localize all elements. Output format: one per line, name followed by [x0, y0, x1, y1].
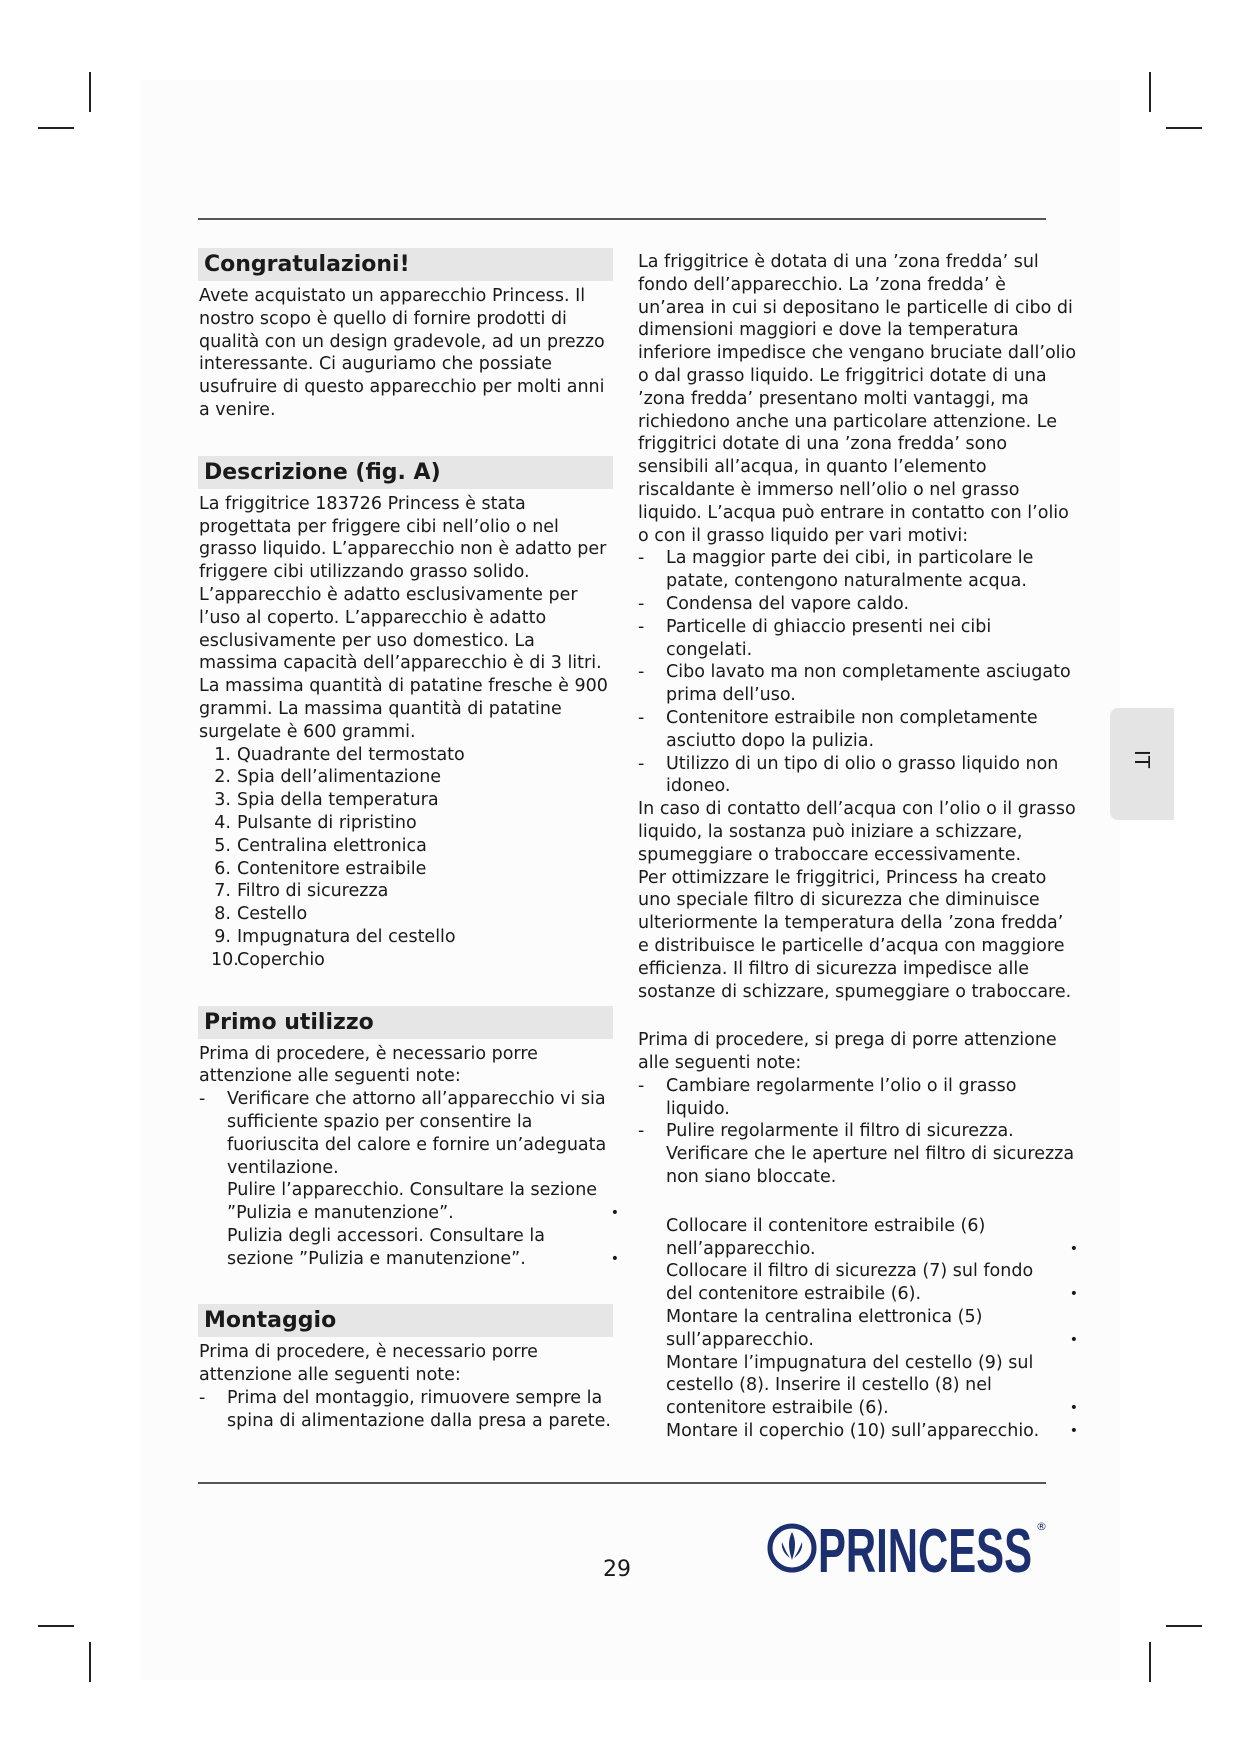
- right-column: [638, 251, 1078, 1443]
- list-item: 4. Pulsante di ripristino: [214, 812, 417, 833]
- note-item: - Cambiare regolarmente l’olio o il grasso liquido.: [638, 1075, 1078, 1121]
- list-item: 6. Contenitore estraibile: [214, 858, 427, 879]
- water-cause-item: - La maggior parte dei cibi, in particolare le patate, contengono naturalmente acqua.: [638, 547, 1078, 593]
- first-use-bullet: Pulire l’apparecchio. Consultare la sezione ”Pulizia e manutenzione”. •: [227, 1180, 619, 1224]
- top-rule: [198, 218, 1046, 220]
- list-item: 10.Coperchio: [211, 949, 325, 970]
- filter-text: Per ottimizzare le friggitrici, Princess ha creato uno speciale filtro di sicurezza che diminuisce ulteriormente la temperatura della ’zona fredda’ e distribuisce le particelle d’acqua con maggiore efficienza. Il filtro di sicurezza impedisce alle sostanze di schizzare, spumeggiare o traboccare.: [638, 867, 1072, 1002]
- language-tab-label: IT: [1130, 750, 1154, 769]
- assembly-step: Montare la centralina elettronica (5) sull’apparecchio. •: [666, 1307, 1078, 1350]
- notes-intro: Prima di procedere, si prega di porre attenzione alle seguenti note:: [638, 1030, 1057, 1074]
- assembly-heading: Montaggio: [198, 1304, 613, 1337]
- language-tab: [1110, 708, 1174, 820]
- list-item: 1. Quadrante del termostato: [214, 744, 465, 765]
- water-effect-text: In caso di contatto dell’acqua con l’olio o il grasso liquido, la sostanza può iniziare a schizzare, spumeggiare o traboccare eccessivamente.: [638, 799, 1076, 865]
- left-column: [199, 248, 619, 1433]
- brand-wordmark: PRINCESS: [818, 1517, 1032, 1586]
- parts-list: [199, 744, 619, 972]
- list-item: 7. Filtro di sicurezza: [214, 881, 389, 902]
- assembly-step: Montare l’impugnatura del cestello (9) sul cestello (8). Inserire il cestello (8) nel contenitore estraibile (6). •: [666, 1352, 1078, 1419]
- crop-mark-top-left-h: [38, 127, 74, 129]
- congrats-text: Avete acquistato un apparecchio Princess. Il nostro scopo è quello di fornire prodotti di qualità con un design gradevole, ad un prezzo interessante. Ci auguriamo che possiate usufruire di questo apparecchio per molti anni a venire.: [199, 286, 605, 420]
- princess-logo: [762, 1508, 1052, 1588]
- assembly-dash-item: - Prima del montaggio, rimuovere sempre la spina di alimentazione dalla presa a parete.: [199, 1387, 619, 1433]
- first-use-intro: Prima di procedere, è necessario porre attenzione alle seguenti note:: [199, 1043, 538, 1087]
- assembly-step: Collocare il contenitore estraibile (6) nell’apparecchio. •: [666, 1215, 1078, 1259]
- cold-zone-text: La friggitrice è dotata di una ’zona fredda’ sul fondo dell’apparecchio. La ’zona fredda’ è un’area in cui si depositano le particelle di cibo di dimensioni maggiori e dove la temperatura inferiore impedisce che vengano bruciate dall’olio o dal grasso liquido. Le friggitrici dotate di una ’zona fredda’ presentano molti vantaggi, ma richiedono anche una particolare attenzione. Le friggitrici dotate di una ’zona fredda’ sono sensibili all’acqua, in quanto l’elemento riscaldante è immerso nell’olio o nel grasso liquido. L’acqua può entrare in contatto con l’olio o con il grasso liquido per vari motivi:: [638, 252, 1077, 546]
- list-item: 8. Cestello: [214, 904, 308, 925]
- list-item: 5. Centralina elettronica: [214, 835, 427, 856]
- assembly-step: Montare il coperchio (10) sull’apparecchio. •: [666, 1421, 1078, 1442]
- water-cause-item: - Contenitore estraibile non completamente asciutto dopo la pulizia.: [638, 707, 1078, 753]
- page-number: 29: [603, 1557, 631, 1582]
- crop-mark-bottom-right-v: [1149, 1642, 1151, 1682]
- note-item: - Pulire regolarmente il filtro di sicurezza. Verificare che le aperture nel filtro di sicurezza non siano bloccate.: [638, 1120, 1078, 1188]
- description-heading: Descrizione (fig. A): [198, 456, 613, 489]
- crop-mark-top-right-v: [1149, 72, 1151, 112]
- first-use-bullet: Pulizia degli accessori. Consultare la sezione ”Pulizia e manutenzione”. •: [227, 1225, 619, 1269]
- bottom-rule: [198, 1482, 1046, 1484]
- water-cause-item: - Utilizzo di un tipo di olio o grasso liquido non idoneo.: [638, 753, 1078, 799]
- assembly-intro: Prima di procedere, è necessario porre attenzione alle seguenti note:: [199, 1342, 538, 1386]
- water-cause-item: - Condensa del vapore caldo.: [638, 593, 1078, 616]
- crop-mark-bottom-left-v: [89, 1642, 91, 1682]
- list-item: 2. Spia dell’alimentazione: [214, 767, 442, 788]
- registered-icon: ®: [1036, 1520, 1047, 1533]
- water-cause-item: - Particelle di ghiaccio presenti nei cibi congelati.: [638, 616, 1078, 662]
- first-use-dash-item: - Verificare che attorno all’apparecchio vi sia sufficiente spazio per consentire la fuoriuscita del calore e fornire un’adeguata ventilazione.: [199, 1088, 619, 1179]
- list-item: 3. Spia della temperatura: [214, 790, 439, 811]
- crop-mark-top-right-h: [1166, 127, 1202, 129]
- crop-mark-top-left-v: [89, 72, 91, 112]
- crop-mark-bottom-right-h: [1166, 1625, 1202, 1627]
- water-cause-item: - Cibo lavato ma non completamente asciugato prima dell’uso.: [638, 661, 1078, 707]
- crown-emblem-icon: [770, 1526, 814, 1570]
- description-text: La friggitrice 183726 Princess è stata progettata per friggere cibi nell’olio o nel grasso liquido. L’apparecchio non è adatto per friggere cibi utilizzando grasso solido. L’apparecchio è adatto esclusivamente per l’uso al coperto. L’apparecchio è adatto esclusivamente per uso domestico. La massima capacità dell’apparecchio è di 3 litri. La massima quantità di patatine fresche è 900 grammi. La massima quantità di patatine surgelate è 600 grammi.: [199, 493, 608, 742]
- crop-mark-bottom-left-h: [38, 1625, 74, 1627]
- list-item: 9. Impugnatura del cestello: [214, 926, 456, 947]
- congrats-heading: Congratulazioni!: [198, 248, 613, 281]
- assembly-step: Collocare il filtro di sicurezza (7) sul fondo del contenitore estraibile (6). •: [666, 1261, 1078, 1305]
- first-use-heading: Primo utilizzo: [198, 1006, 613, 1039]
